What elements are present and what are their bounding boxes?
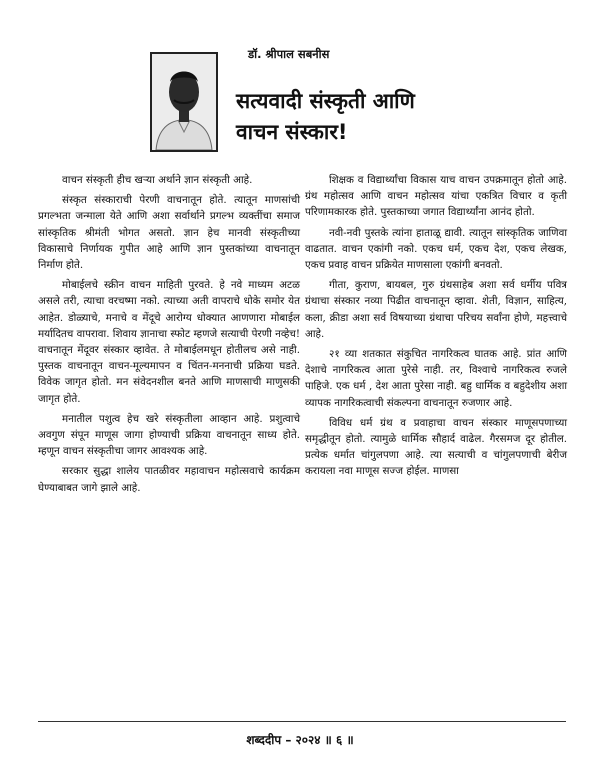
page-footer: शब्ददीप – २०२४ ॥ ६ ॥ bbox=[246, 733, 354, 747]
title-line-2: वाचन संस्कार! bbox=[236, 120, 348, 144]
paragraph: मोबाईलचे स्क्रीन वाचन माहिती पुरवते. हे नवे माध्यम अटळ असले तरी, त्याचा वरचष्मा नको. त्याच्या अती वापराचे धोके समोर येत आहेत. डोळ्याचे, मनाचे व मेंदूचे आरोग्य धोक्यात आणणारा मोबाईल मर्यादितच वापरावा. शिवाय ज्ञानाचा स्फोट म्हणजे सत्याची पेरणी नव्हेच! वाचनातून मेंदूवर संस्कार व्हावेत. ते मोबाईलमधून होतीलच असे नाही. पुस्तक वाचनातून वाचन-मूल्यमापन व चिंतन-मननाची प्रक्रिया घडते. विवेक जागृत होतो. मन संवेदनशील बनते आणि माणसाची माणुसकी जागृत होते. bbox=[38, 279, 300, 405]
author-name: डॉ. श्रीपाल सबनीस bbox=[248, 47, 330, 61]
article-title bbox=[236, 86, 415, 148]
left-column bbox=[38, 172, 300, 500]
paragraph: २१ व्या शतकात संकुचित नागरिकत्व घातक आहे. प्रांत आणि देशाचे नागरिकत्व आता पुरेसे नाही. तर, विश्वाचे नागरिकत्व रुजले पाहिजे. एक धर्म , देश आता पुरेसा नाही. बहु धार्मिक व बहुदेशीय अशा व्यापक नागरिकत्वाची संकल्पना वाचनातून रुजणार आहे. bbox=[305, 348, 567, 409]
paragraph: मनातील पशुत्व हेच खरे संस्कृतीला आव्हान आहे. प्रशुत्वाचे अवगुण संपून माणूस जागा होण्याची प्रक्रिया वाचनातून साध्य होते. म्हणून वाचन संस्कृतीचा जागर आवश्यक आहे. bbox=[38, 412, 300, 458]
footer-divider bbox=[38, 721, 566, 722]
paragraph: विविध धर्म ग्रंथ व प्रवाहाचा वाचन संस्कार माणूसपणाच्या समृद्धीतून होतो. त्यामुळे धार्मिक सौहार्द वाढेल. गैरसमज दूर होतील. प्रत्येक धर्मात चांगुलपणा आहे. त्या सत्याची व चांगुलपणाची बेरीज करायला नवा माणूस सज्ज होईल. माणसा bbox=[305, 416, 567, 478]
paragraph: नवी-नवी पुस्तके त्यांना हाताळू द्यावी. त्यातून सांस्कृतिक जाणिवा वाढतात. वाचन एकांगी नको. एकच धर्म, एकच देश, एकच लेखक, एकच प्रवाह वाचन प्रक्रियेत माणसाला एकांगी बनवतो. bbox=[305, 226, 567, 272]
author-photo bbox=[150, 52, 218, 152]
paragraph: गीता, कुराण, बायबल, गुरु ग्रंथसाहेब अशा सर्व धर्मीय पवित्र ग्रंथाचा संस्कार नव्या पिढीत वाचनातून व्हावा. शेती, विज्ञान, साहित्य, कला, क्रीडा अशा सर्व विषयाच्या ग्रंथाचा परिचय सर्वांना होणे, महत्त्वाचे आहे. bbox=[305, 279, 567, 340]
paragraph: वाचन संस्कृती हीच खऱ्या अर्थाने ज्ञान संस्कृती आहे. bbox=[62, 174, 253, 186]
title-line-1: सत्यवादी संस्कृती आणि bbox=[236, 89, 415, 113]
paragraph: संस्कृत संस्काराची पेरणी वाचनातून होते. त्यातून माणसांची प्रगल्भता जन्माला येते आणि अशा सर्वार्थाने प्रगल्भ व्यक्तींचा समाज सांस्कृतिक श्रीमंती भोगत असतो. ज्ञान हेच मानवी संस्कृतीच्या विकासाचे निर्णायक गुपीत आहे आणि ज्ञान पुस्तकांच्या वाचनातून निर्माण होते. bbox=[38, 194, 300, 272]
portrait-image bbox=[152, 54, 216, 150]
paragraph: सरकार सुद्धा शालेय पातळीवर महावाचन महोत्सवाचे कार्यक्रम घेण्याबाबत जागे झाले आहे. bbox=[38, 465, 300, 494]
paragraph: शिक्षक व विद्यार्थ्यांचा विकास याच वाचन उपक्रमातून होतो आहे. ग्रंथ महोत्सव आणि वाचन महोत्सव यांचा एकत्रित विचार व कृती परिणामकारक होते. पुस्तकाच्या जगात विद्यार्थ्यांना आनंद होतो. bbox=[305, 174, 567, 219]
right-column bbox=[305, 172, 567, 484]
